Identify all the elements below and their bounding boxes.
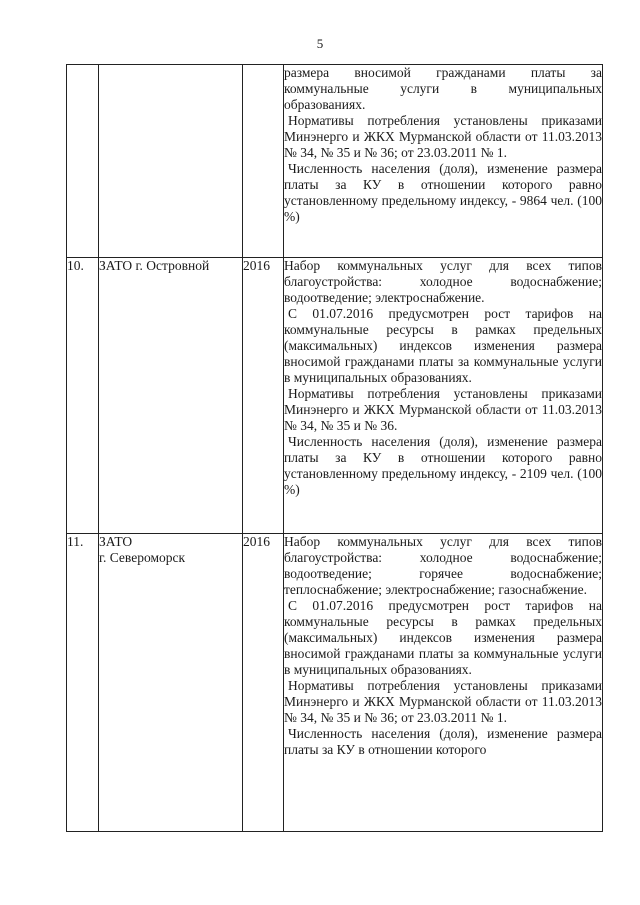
description-paragraph: Численность населения (доля), изменение размера платы за КУ в отношении которого равно установленному предельному индексу, - 9864 чел. (100 %): [284, 161, 602, 224]
description-cell: [284, 258, 603, 534]
description-cell: [284, 534, 603, 832]
table-row: [67, 534, 603, 832]
description-paragraph: Нормативы потребления установлены приказами Минэнерго и ЖКХ Мурманской области от 11.03.2013 № 34, № 35 и № 36; от 23.03.2011 № 1.: [284, 678, 602, 725]
description-paragraph: Набор коммунальных услуг для всех типов благоустройства: холодное водоснабжение; водоотведение; электроснабжение.: [284, 258, 602, 305]
row-year: 2016: [243, 534, 284, 832]
description-paragraph: Численность населения (доля), изменение размера платы за КУ в отношении которого равно установленному предельному индексу, - 2109 чел. (100 %): [284, 434, 602, 497]
municipality-name-line: г. Североморск: [99, 550, 186, 565]
row-number: 10.: [67, 258, 99, 534]
municipality-name-line: ЗАТО: [99, 534, 133, 549]
municipality-name: [99, 258, 243, 534]
row-number: 11.: [67, 534, 99, 832]
municipality-name: [99, 534, 243, 832]
row-number: [67, 65, 99, 258]
description-paragraph: Набор коммунальных услуг для всех типов благоустройства: холодное водоснабжение; водоотведение; горячее водоснабжение; теплоснабжение; электроснабжение; газоснабжение.: [284, 534, 602, 597]
row-year: 2016: [243, 258, 284, 534]
page-number: 5: [316, 36, 324, 51]
description-paragraph: Нормативы потребления установлены приказами Минэнерго и ЖКХ Мурманской области от 11.03.2013 № 34, № 35 и № 36; от 23.03.2011 № 1.: [284, 113, 602, 160]
row-year: [243, 65, 284, 258]
description-paragraph: Численность населения (доля), изменение размера платы за КУ в отношении которого: [284, 726, 602, 757]
utilities-table: [66, 64, 603, 832]
description-paragraph: С 01.07.2016 предусмотрен рост тарифов на коммунальные ресурсы в рамках предельных (максимальных) индексов изменения размера вносимой гражданами платы за коммунальные услуги в муниципальных образованиях.: [284, 598, 602, 677]
description-cell: [284, 65, 603, 258]
description-paragraph: С 01.07.2016 предусмотрен рост тарифов на коммунальные ресурсы в рамках предельных (максимальных) индексов изменения размера вносимой гражданами платы за коммунальные услуги в муниципальных образованиях.: [284, 306, 602, 385]
table-row: [67, 65, 603, 258]
municipality-name: [99, 65, 243, 258]
table-row: [67, 258, 603, 534]
municipality-name-line: ЗАТО г. Островной: [99, 258, 210, 273]
description-paragraph: размера вносимой гражданами платы за коммунальные услуги в муниципальных образованиях.: [284, 65, 602, 112]
description-paragraph: Нормативы потребления установлены приказами Минэнерго и ЖКХ Мурманской области от 11.03.2013 № 34, № 35 и № 36.: [284, 386, 602, 433]
